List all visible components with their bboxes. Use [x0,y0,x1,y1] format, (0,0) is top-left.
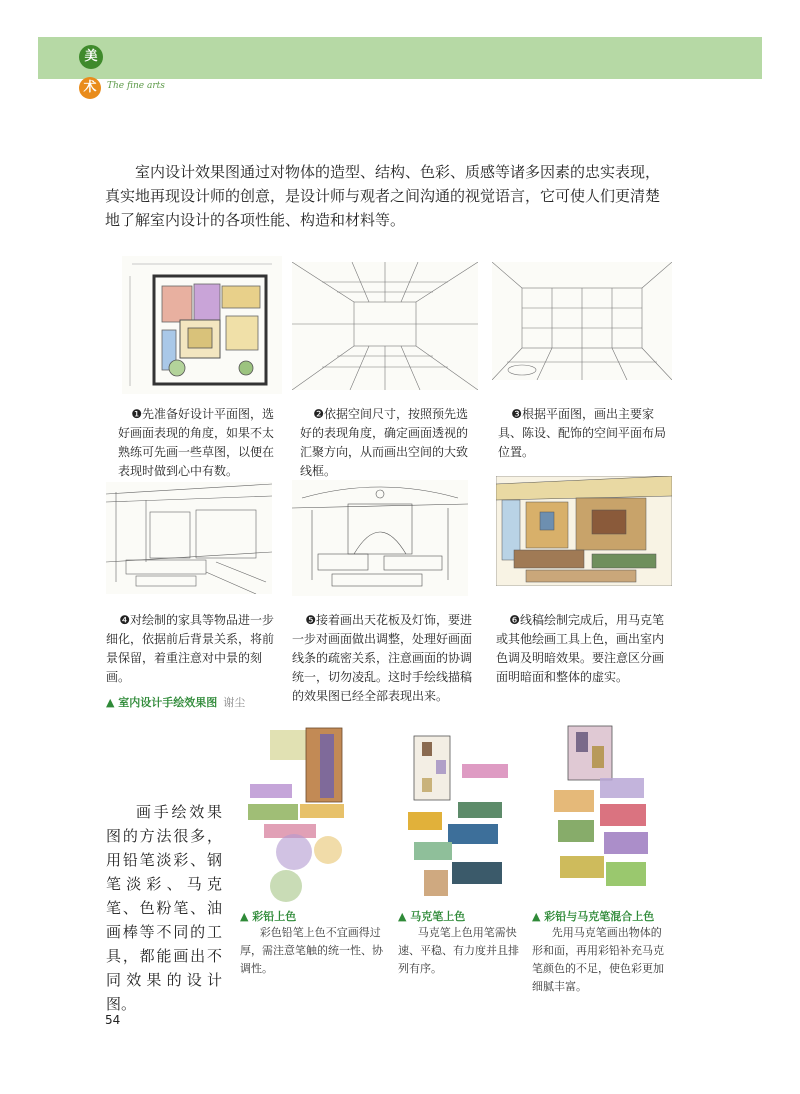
step1-caption [118,405,282,481]
step3-caption [498,405,670,462]
step3-number: ❸ [511,407,522,421]
step2-perspective-frame-figure [292,262,478,390]
step1-text: 先准备好设计平面图，选好画面表现的角度，如果不太熟练可先画一些草图，以便在表现时做到心中有数。 [118,407,275,478]
figure-credit [106,694,245,710]
step2-caption [300,405,476,481]
mixed-color-swatch-figure [540,720,668,906]
step2-text: 依据空间尺寸，按照预先选好的表现角度，确定画面透视的汇聚方向，从而画出空间的大致线框。 [300,407,469,478]
step6-text: 线稿绘制完成后，用马克笔或其他绘画工具上色，画出室内色调及明暗效果。要注意区分画面明暗面和整体的虚实。 [496,613,665,684]
pencil-swatch-text: 彩色铅笔上色不宜画得过厚，需注意笔触的统一性、协调性。 [240,926,383,975]
side-paragraph: 画手绘效果图的方法很多，用铅笔淡彩、钢笔淡彩、马克笔、色粉笔、油画棒等不同的工具，都能画出不同效果的设计图。 [106,803,222,1013]
step1-number: ❶ [131,407,142,421]
step5-caption [292,611,472,706]
step4-text: 对绘制的家具等物品进一步细化，依据前后背景关系，将前景保留，着重注意对中景的刻画。 [106,613,275,684]
pencil-color-swatch-figure [240,720,380,906]
step1-floorplan-figure [122,256,282,394]
step3-furniture-layout-figure [492,262,672,380]
step6-caption [496,611,672,687]
figure-credit-author: 谢尘 [223,696,246,709]
page-number: 54 [105,1013,121,1027]
figure-credit-label: ▲ 室内设计手绘效果图 [106,696,218,709]
mixed-swatch-title: ▲ 彩铅与马克笔混合上色 [532,910,655,923]
step3-text: 根据平面图，画出主要家具、陈设、配饰的空间平面布局位置。 [498,407,667,459]
step6-colored-render-figure [496,476,672,586]
marker-color-swatch-figure [400,720,524,906]
step4-caption [106,611,282,687]
step5-text: 接着画出天花板及灯饰，要进一步对画面做出调整，处理好画面线条的疏密关系，注意画面的协调统一，切勿凌乱。这时手绘线描稿的效果图已经全部表现出来。 [292,613,473,703]
logo-top-badge [79,45,103,69]
logo-bottom-badge [79,77,101,99]
mixed-swatch-text: 先用马克笔画出物体的形和面，再用彩铅补充马克笔颜色的不足，使色彩更加细腻丰富。 [532,926,664,993]
step4-detail-sketch-figure [106,482,272,594]
pencil-swatch-title: ▲ 彩铅上色 [240,910,297,923]
logo-top-glyph: 美 [84,49,98,64]
marker-swatch-text: 马克笔上色用笔需快速、平稳、有力度并且排列有序。 [398,926,519,975]
header-subtitle: The fine arts [107,81,165,91]
step4-number: ❹ [119,613,130,627]
header-band [38,37,762,79]
step6-number: ❻ [509,613,520,627]
intro-paragraph: 室内设计效果图通过对物体的造型、结构、色彩、质感等诸多因素的忠实表现，真实地再现设计师的创意，是设计师与观者之间沟通的视觉语言，它可使人们更清楚地了解室内设计的各项性能、构造和材料等。 [105,163,661,229]
step5-number: ❺ [305,613,316,627]
step5-ceiling-sketch-figure [292,480,468,596]
step2-number: ❷ [313,407,324,421]
marker-swatch-title: ▲ 马克笔上色 [398,910,466,923]
logo-bottom-glyph: 术 [83,80,97,95]
